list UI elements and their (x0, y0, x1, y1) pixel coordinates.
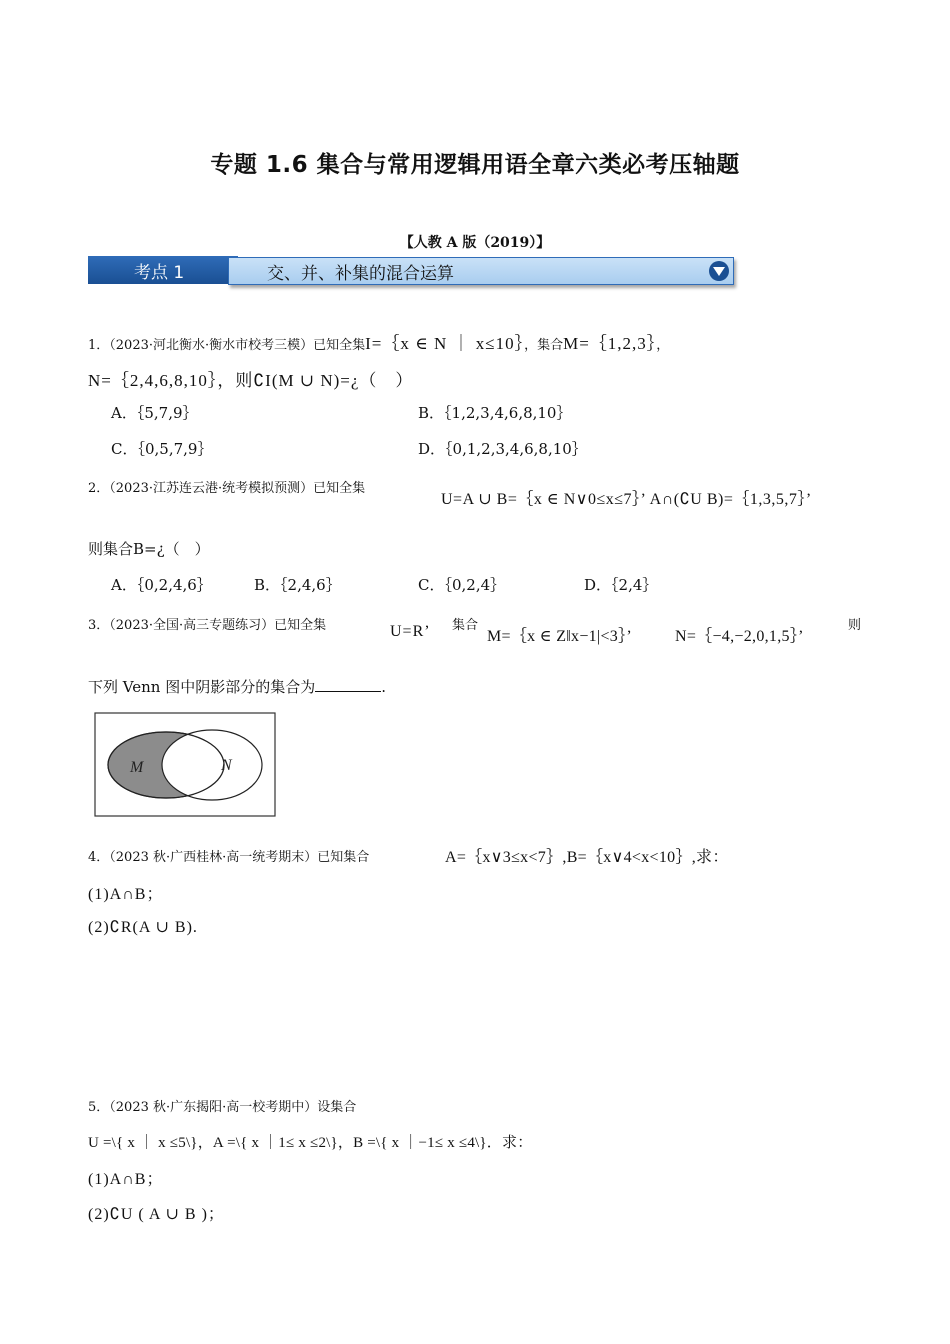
q2-line2: 则集合B=¿（ ） (88, 540, 210, 558)
q3-set-m: M=｛x ∈ Z‖x−1|<3｝’ (487, 628, 633, 645)
q4-expr: A=｛x∨3≤x<7｝,B=｛x∨4<x<10｝,求： (445, 849, 729, 866)
q1-mid: ，集合 (524, 338, 564, 353)
q1-comma: ， (656, 338, 670, 353)
topic-bar[interactable] (228, 257, 734, 285)
q2-expr: U=A ∪ B=｛x ∈ N∨0≤x≤7｝’ A∩(∁U B)=｛1,3,5,7｝’ (441, 491, 812, 508)
q3-set-n: N=｛−4,−2,0,1,5｝’ (675, 628, 804, 645)
q1-set-i: I=｛x ∈ N ｜ x≤10｝ (365, 334, 525, 353)
q1-set-m: M=｛1,2,3｝ (563, 334, 657, 353)
q5-line2: U =\{ x ｜ x ≤5\}，A =\{ x ｜1≤ x ≤2\}，B =\{ x ｜−1≤ x ≤4\}．求： (88, 1135, 533, 1151)
question-1 (88, 329, 669, 354)
q1-line2: N=｛2,4,6,8,10｝，则∁I(M ∪ N)=¿（ ） (88, 371, 414, 390)
q4-prefix: 4．（2023 秋·广西桂林·高一统考期末）已知集合 (88, 850, 370, 865)
q3-prefix: 3．（2023·全国·高三专题练习）已知全集 (88, 618, 327, 633)
q3-mid: 集合 (452, 618, 479, 633)
q2-option-d[interactable]: D．｛2,4｝ (584, 576, 658, 594)
q1-prefix: 1．（2023·河北衡水·衡水市校考三模）已知全集 (88, 338, 366, 353)
q1-option-c[interactable]: C．｛0,5,7,9｝ (111, 440, 213, 458)
q3-line2-text: 下列 Venn 图中阴影部分的集合为 (88, 678, 316, 696)
q5-prefix: 5．（2023 秋·广东揭阳·高一校考期中）设集合 (88, 1100, 357, 1115)
q3-set-u: U=R’ (390, 623, 431, 640)
edition-subtitle: 【人教 A 版（2019）】 (399, 235, 551, 251)
q2-option-c[interactable]: C．｛0,2,4｝ (418, 576, 506, 594)
answer-blank[interactable] (315, 677, 381, 692)
q2-prefix: 2．（2023·江苏连云港·统考模拟预测）已知全集 (88, 481, 366, 496)
q1-option-a[interactable]: A．｛5,7,9｝ (111, 404, 198, 422)
collapse-down-icon[interactable] (709, 261, 729, 281)
venn-diagram (94, 712, 276, 818)
venn-label-m: M (130, 759, 144, 776)
q5-part-1: (1)A∩B； (88, 1171, 164, 1188)
q2-option-a[interactable]: A．｛0,2,4,6｝ (111, 576, 212, 594)
topic-badge (88, 256, 238, 284)
q3-end: 则 (848, 618, 862, 633)
q4-part-1: (1)A∩B； (88, 886, 164, 903)
q3-line2 (88, 676, 386, 697)
document-title: 专题 1.6 集合与常用逻辑用语全章六类必考压轴题 (210, 152, 740, 178)
topic-title: 交、并、补集的混合运算 (267, 264, 454, 284)
q1-option-b[interactable]: B．｛1,2,3,4,6,8,10｝ (418, 404, 572, 422)
q5-part-2: (2)∁U ( A ∪ B )； (88, 1206, 225, 1223)
q1-option-d[interactable]: D．｛0,1,2,3,4,6,8,10｝ (418, 440, 587, 458)
q2-option-b[interactable]: B．｛2,4,6｝ (254, 576, 341, 594)
q4-part-2: (2)∁R(A ∪ B). (88, 919, 198, 936)
topic-badge-label: 考点 1 (134, 263, 185, 283)
q3-dot: . (381, 678, 386, 696)
venn-label-n: N (221, 757, 232, 774)
